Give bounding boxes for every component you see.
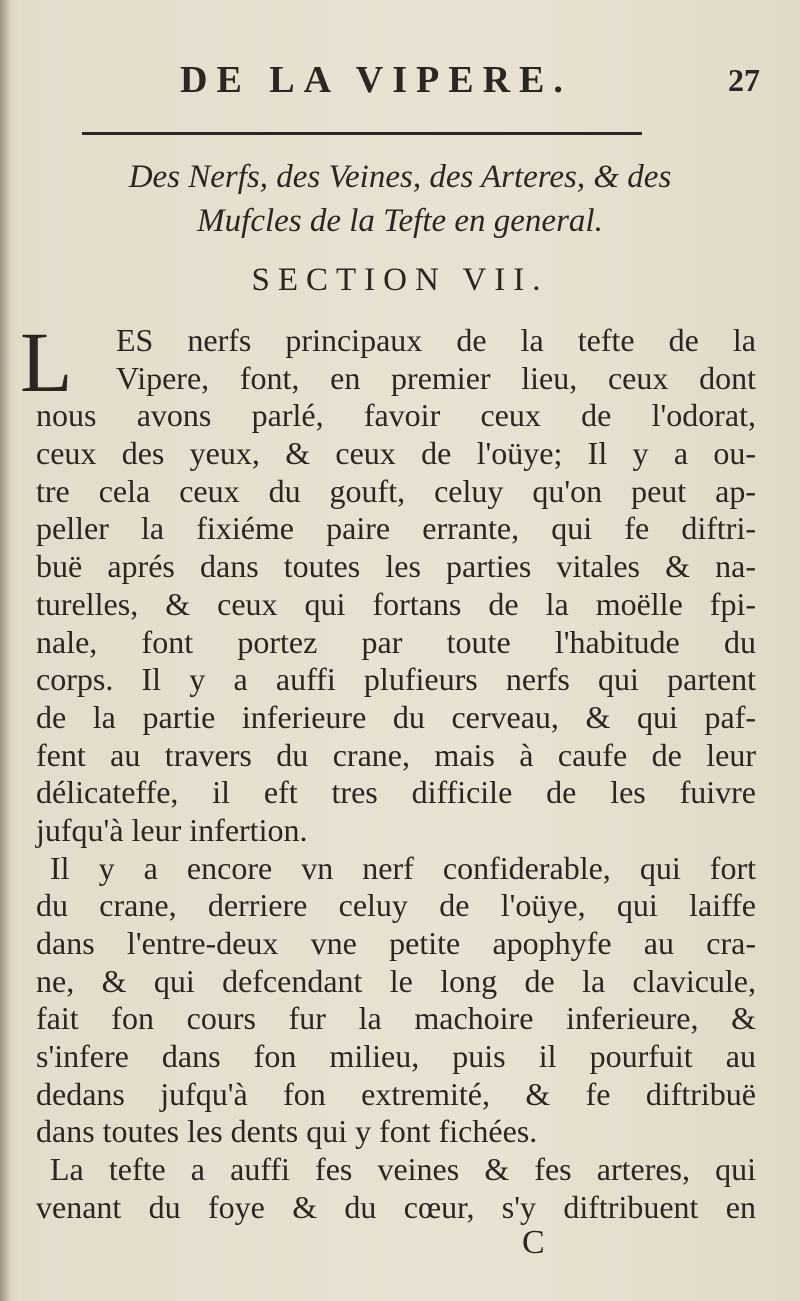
text-line: s'infere dans fon milieu, puis il pourfuit au: [36, 1038, 756, 1075]
text-line: délicateffe, il eft tres difficile de les fuivre: [36, 774, 756, 811]
text-line: nous avons parlé, favoir ceux de l'odorat,: [36, 397, 756, 434]
text-line: fait fon cours fur la machoire inferieure, &: [36, 1000, 756, 1037]
text-line: ES nerfs principaux de la tefte de la: [116, 322, 756, 358]
text-line: ne, & qui defcendant le long de la clavicule,: [36, 962, 756, 999]
page-number: 27: [728, 62, 760, 98]
text-line: peller la fixiéme paire errante, qui fe diftri-: [36, 510, 756, 547]
chapter-title: [40, 155, 760, 243]
text-line: du crane, derriere celuy de l'oüye, qui laiffe: [36, 887, 756, 924]
text-line: dedans jufqu'à fon extremité, & fe diftribuë: [36, 1075, 756, 1112]
text-line: corps. Il y a auffi plufieurs nerfs qui partent: [36, 661, 756, 698]
text-line: Vipere, font, en premier lieu, ceux dont: [116, 359, 756, 396]
section-heading: SECTION VII.: [251, 262, 549, 298]
text-line: jufqu'à leur infertion.: [36, 811, 308, 848]
text-line: ceux des yeux, & ceux de l'oüye; Il y a ou-: [36, 435, 756, 472]
chapter-title-line-1: Des Nerfs, des Veines, des Arteres, & des: [128, 159, 672, 195]
text-line: tre cela ceux du gouft, celuy qu'on peut ap-: [36, 472, 756, 509]
text-line: nale, font portez par toute l'habitude du: [36, 623, 756, 660]
page-gutter: [0, 0, 10, 1301]
text-line: buë aprés dans toutes les parties vitales & na-: [36, 548, 756, 585]
text-line: de la partie inferieure du cerveau, & qui paf-: [36, 698, 756, 735]
text-line: dans toutes les dents qui y font fichées.: [36, 1113, 538, 1150]
signature-mark: C: [522, 1224, 545, 1261]
drop-cap: L: [20, 314, 73, 410]
header-rule: [82, 132, 642, 135]
text-line: La tefte a auffi fes veines & fes arteres, qui: [50, 1151, 756, 1188]
body-text: [36, 322, 756, 1227]
running-title: DE LA VIPERE.: [180, 59, 572, 101]
text-line: fent au travers du crane, mais à caufe de leur: [36, 736, 756, 773]
text-line: venant du foye & du cœur, s'y diftribuent en: [36, 1188, 756, 1225]
text-line: turelles, & ceux qui fortans de la moëlle fpi-: [36, 585, 756, 622]
text-line: Il y a encore vn nerf confiderable, qui fort: [50, 849, 756, 886]
chapter-title-line-2: Mufcles de la Tefte en general.: [197, 203, 603, 239]
text-line: dans l'entre-deux vne petite apophyfe au cra-: [36, 925, 756, 961]
